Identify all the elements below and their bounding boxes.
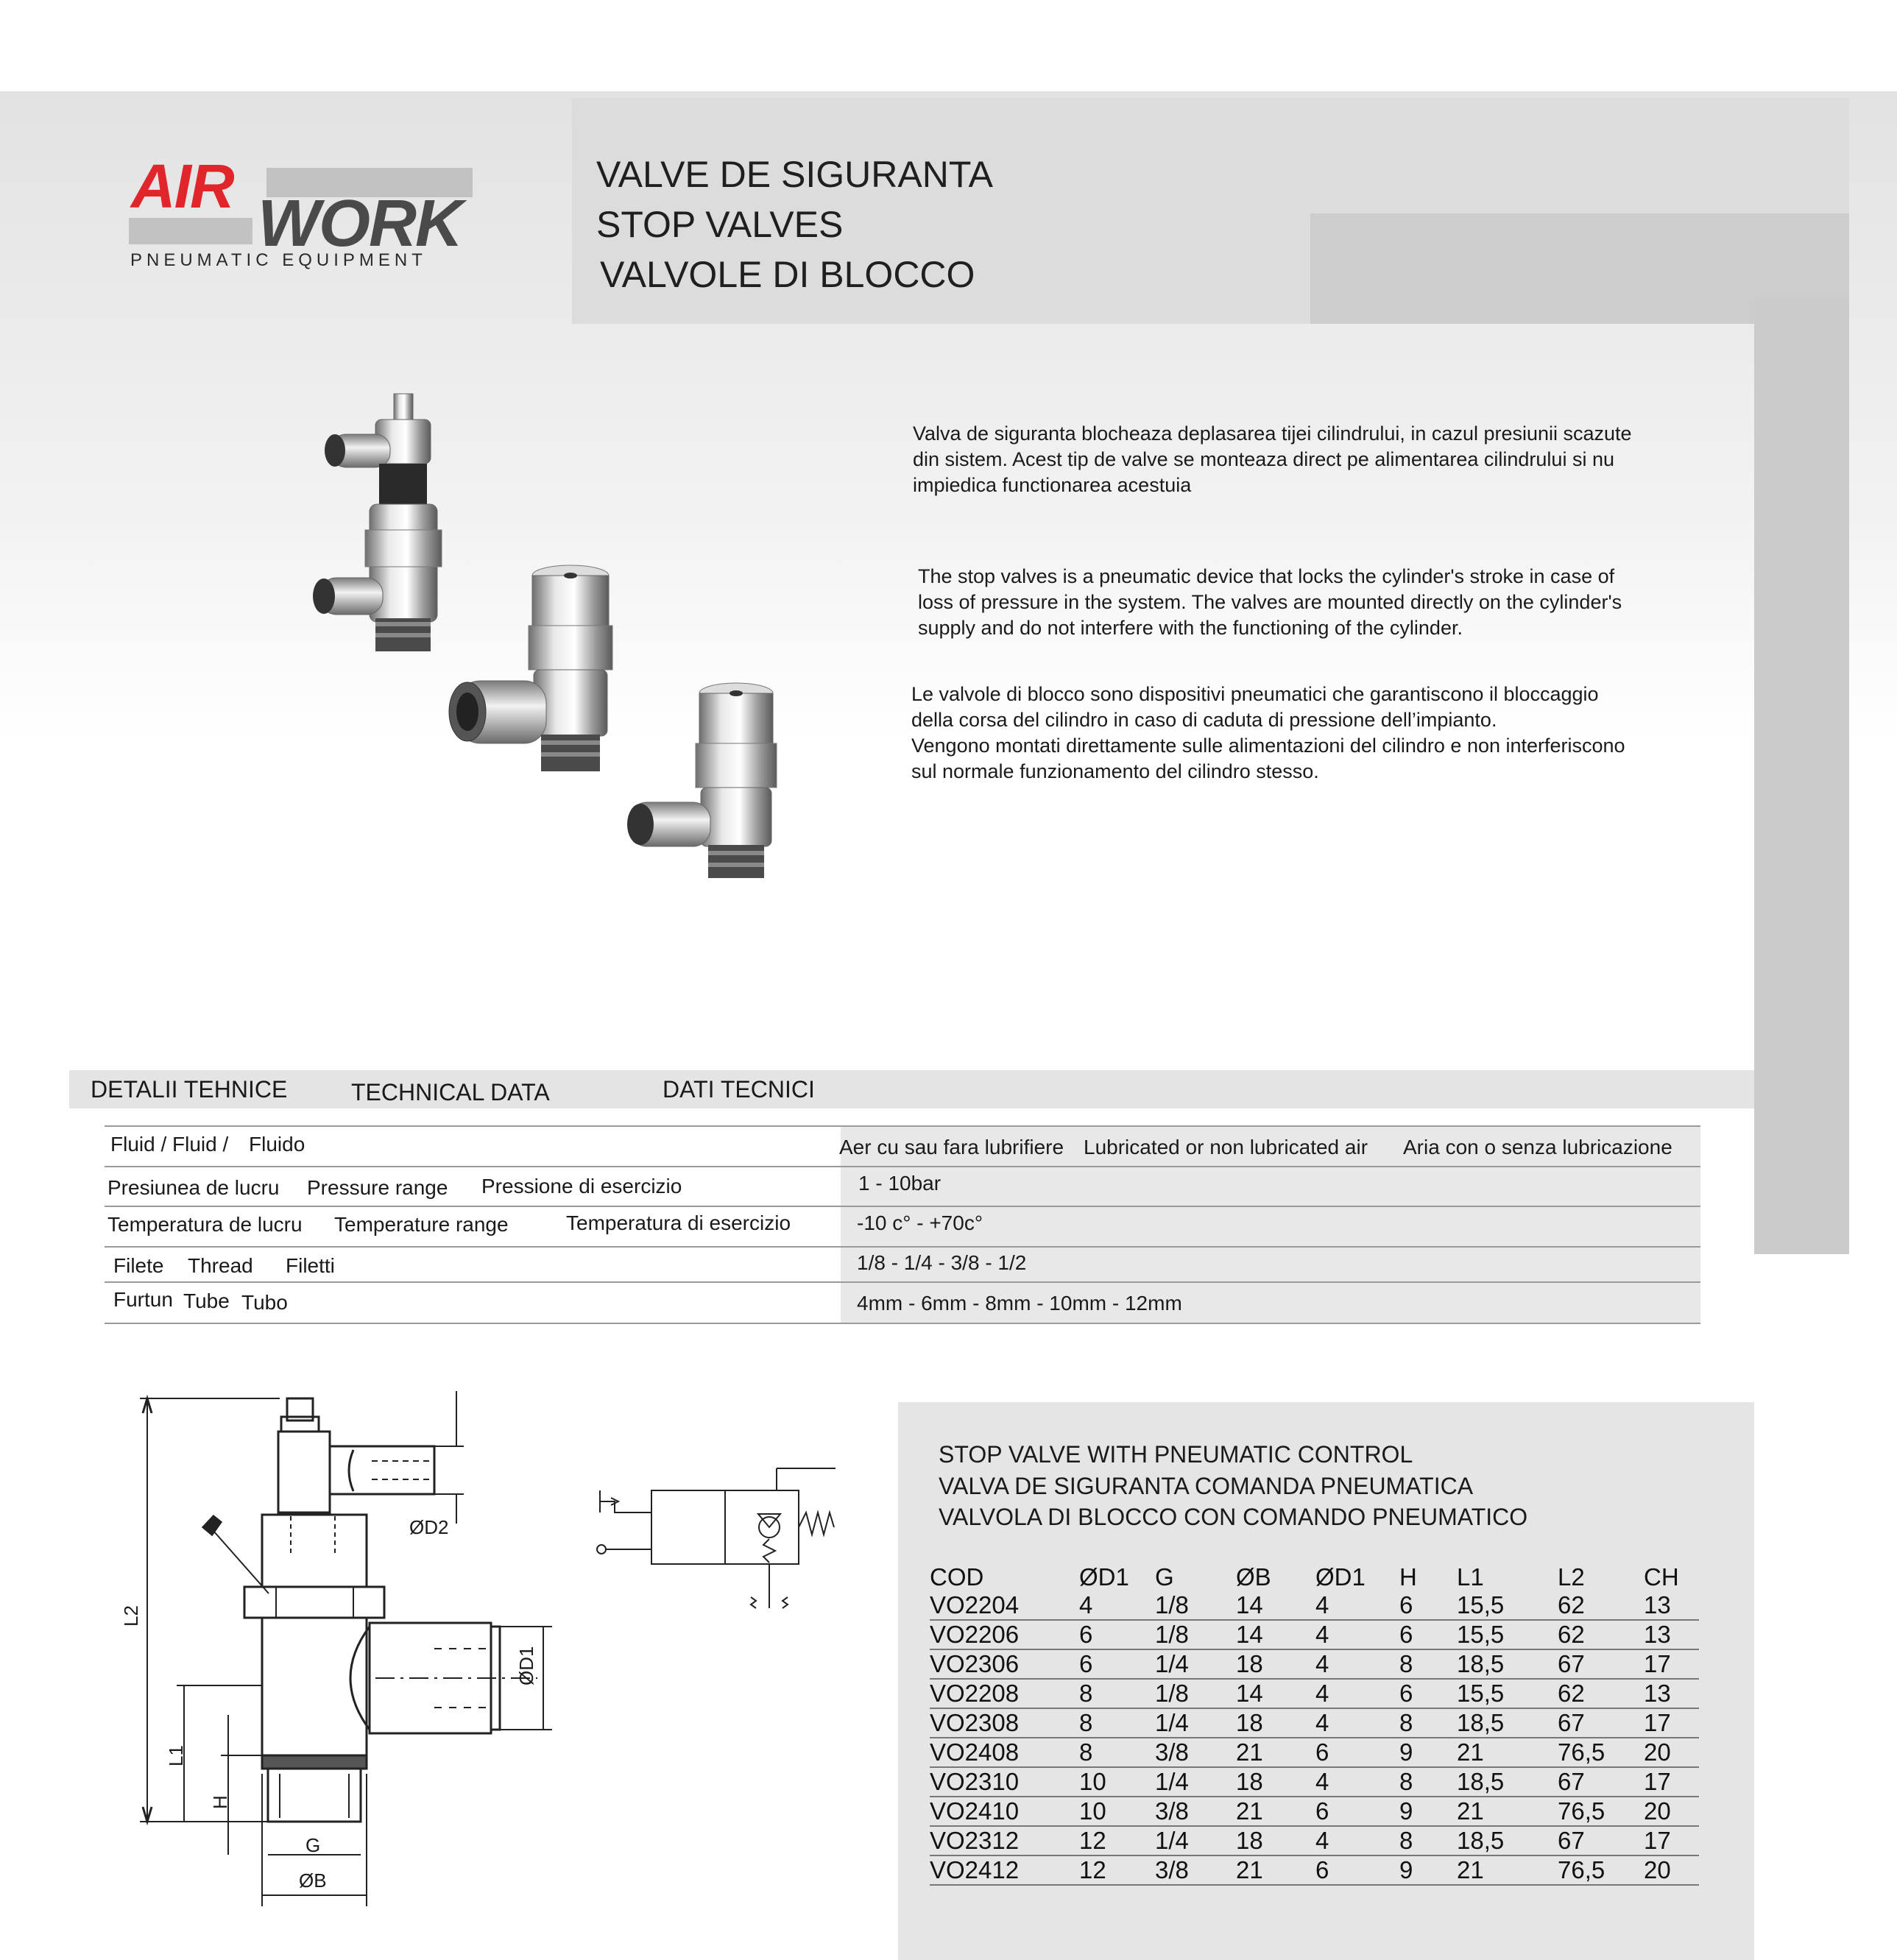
table-cell: 12 <box>1079 1826 1155 1855</box>
description-line: Valva de siguranta blocheaza deplasarea tijei cilindrului, in cazul presiunii scazute <box>913 422 1632 445</box>
table-cell: 18 <box>1236 1826 1315 1855</box>
table-cell: 13 <box>1644 1591 1699 1620</box>
code-table-title-romanian: VALVA DE SIGURANTA COMANDA PNEUMATICA <box>939 1473 1474 1499</box>
table-cell: VO2208 <box>930 1679 1079 1708</box>
dim-label-l1: L1 <box>165 1745 187 1766</box>
column-header: ØD1 <box>1315 1563 1366 1591</box>
tech-value: Aria con o senza lubricazione <box>1403 1136 1672 1158</box>
description-line: supply and do not interfere with the functioning of the cylinder. <box>918 617 1463 639</box>
table-cell: 14 <box>1236 1679 1315 1708</box>
table-cell: 6 <box>1079 1649 1155 1679</box>
table-cell: 4 <box>1315 1708 1399 1738</box>
title-english: STOP VALVES <box>596 204 844 245</box>
table-cell: 18,5 <box>1457 1649 1558 1679</box>
description-line: impiedica functionarea acestuia <box>913 474 1192 496</box>
product-photo <box>294 383 869 883</box>
tech-heading-italian: DATI TECNICI <box>663 1076 815 1103</box>
table-cell: 8 <box>1399 1826 1457 1855</box>
dim-label-b: ØB <box>299 1869 327 1892</box>
table-row <box>930 1797 1699 1826</box>
table-cell: 8 <box>1399 1649 1457 1679</box>
logo-work: WORK <box>258 187 462 261</box>
description-line: Le valvole di blocco sono dispositivi pneumatici che garantiscono il bloccaggio <box>911 683 1599 705</box>
table-cell: 1/4 <box>1155 1708 1236 1738</box>
tech-label: Pressione di esercizio <box>481 1175 682 1197</box>
tech-label: Pressure range <box>307 1176 448 1199</box>
table-cell: VO2408 <box>930 1738 1079 1767</box>
table-row <box>930 1855 1699 1885</box>
table-row <box>930 1708 1699 1738</box>
tech-label: Tubo <box>241 1291 288 1314</box>
table-cell: 6 <box>1399 1620 1457 1649</box>
pneumatic-symbol <box>593 1461 858 1623</box>
column-header: G <box>1155 1563 1174 1591</box>
tech-heading-english: TECHNICAL DATA <box>351 1079 550 1105</box>
dim-label-d2: ØD2 <box>409 1516 449 1538</box>
table-cell: 12 <box>1079 1855 1155 1885</box>
table-row <box>930 1767 1699 1797</box>
table-cell: 1/4 <box>1155 1767 1236 1797</box>
table-row <box>930 1649 1699 1679</box>
table-cell: 1/8 <box>1155 1679 1236 1708</box>
table-cell: 1/8 <box>1155 1591 1236 1620</box>
dim-label-d1: ØD1 <box>515 1646 537 1685</box>
table-cell: 21 <box>1457 1797 1558 1826</box>
table-cell: VO2410 <box>930 1797 1079 1826</box>
table-row <box>930 1826 1699 1855</box>
description-line: della corsa del cilindro in caso di caduta di pressione dell’impianto. <box>911 709 1497 731</box>
table-cell: 4 <box>1315 1649 1399 1679</box>
table-cell: 8 <box>1079 1708 1155 1738</box>
table-cell: 8 <box>1079 1679 1155 1708</box>
tech-row-temperature <box>105 1207 1700 1248</box>
table-row <box>930 1679 1699 1708</box>
code-table-body <box>930 1591 1699 1885</box>
tech-label: Tube <box>183 1289 230 1312</box>
column-header: L1 <box>1457 1563 1484 1591</box>
table-cell: VO2312 <box>930 1826 1079 1855</box>
table-cell: 4 <box>1315 1767 1399 1797</box>
title-italian: VALVOLE DI BLOCCO <box>600 254 975 295</box>
table-cell: 20 <box>1644 1855 1699 1885</box>
tech-label: Presiunea de lucru <box>107 1176 280 1199</box>
table-cell: 4 <box>1315 1826 1399 1855</box>
table-cell: 8 <box>1399 1767 1457 1797</box>
dim-label-l2: L2 <box>120 1605 142 1627</box>
table-cell: 15,5 <box>1457 1591 1558 1620</box>
description-italian <box>911 682 1706 785</box>
valve-photo-1 <box>313 394 442 651</box>
table-cell: 15,5 <box>1457 1679 1558 1708</box>
table-cell: 21 <box>1236 1797 1315 1826</box>
technical-data-band <box>69 1070 1754 1108</box>
tech-row-fluid <box>105 1127 1700 1167</box>
table-cell: 18,5 <box>1457 1708 1558 1738</box>
table-cell: 14 <box>1236 1620 1315 1649</box>
table-cell: 3/8 <box>1155 1738 1236 1767</box>
table-cell: 10 <box>1079 1767 1155 1797</box>
table-cell: 18 <box>1236 1708 1315 1738</box>
valve-photo-3 <box>627 683 777 878</box>
table-cell: 8 <box>1079 1738 1155 1767</box>
dimension-drawing <box>110 1384 582 1914</box>
column-header: L2 <box>1558 1563 1585 1591</box>
code-table-title-italian: VALVOLA DI BLOCCO CON COMANDO PNEUMATICO <box>939 1504 1528 1530</box>
tech-label: Furtun <box>113 1288 173 1311</box>
table-cell: 1/4 <box>1155 1649 1236 1679</box>
tech-label: Filetti <box>286 1254 335 1277</box>
table-cell: 4 <box>1315 1679 1399 1708</box>
table-cell: 9 <box>1399 1797 1457 1826</box>
tech-value: Aer cu sau fara lubrifiere <box>839 1136 1064 1158</box>
table-cell: VO2412 <box>930 1855 1079 1885</box>
table-cell: 20 <box>1644 1797 1699 1826</box>
table-cell: 10 <box>1079 1797 1155 1826</box>
table-cell: 18,5 <box>1457 1826 1558 1855</box>
table-row <box>930 1620 1699 1649</box>
description-romanian <box>913 421 1708 498</box>
tech-value: 1/8 - 1/4 - 3/8 - 1/2 <box>857 1251 1027 1274</box>
description-english <box>918 564 1713 641</box>
table-cell: 15,5 <box>1457 1620 1558 1649</box>
table-cell: 1/8 <box>1155 1620 1236 1649</box>
table-cell: VO2310 <box>930 1767 1079 1797</box>
dim-label-h: H <box>209 1795 231 1809</box>
table-cell: 21 <box>1457 1738 1558 1767</box>
column-header: H <box>1399 1563 1417 1591</box>
table-cell: 21 <box>1236 1738 1315 1767</box>
table-cell: VO2204 <box>930 1591 1079 1620</box>
table-cell: 76,5 <box>1558 1738 1644 1767</box>
column-header: ØD1 <box>1079 1563 1129 1591</box>
code-table <box>930 1563 1699 1886</box>
tech-value: 4mm - 6mm - 8mm - 10mm - 12mm <box>857 1292 1182 1315</box>
description-line: sul normale funzionamento del cilindro stesso. <box>911 760 1319 782</box>
table-cell: 17 <box>1644 1826 1699 1855</box>
tech-value-background <box>841 1167 1700 1206</box>
tech-row-thread <box>105 1248 1700 1283</box>
table-cell: 67 <box>1558 1767 1644 1797</box>
description-line: Vengono montati direttamente sulle alimentazioni del cilindro e non interferiscono <box>911 735 1625 757</box>
table-cell: 67 <box>1558 1649 1644 1679</box>
table-cell: 13 <box>1644 1620 1699 1649</box>
table-cell: 67 <box>1558 1708 1644 1738</box>
table-cell: 1/4 <box>1155 1826 1236 1855</box>
table-cell: VO2308 <box>930 1708 1079 1738</box>
table-cell: 18 <box>1236 1649 1315 1679</box>
tech-label: Fluido <box>249 1133 305 1156</box>
tech-label: Fluid / Fluid / <box>110 1133 229 1156</box>
table-cell: VO2206 <box>930 1620 1079 1649</box>
code-table-header <box>930 1563 1699 1591</box>
table-cell: 3/8 <box>1155 1797 1236 1826</box>
table-cell: 8 <box>1399 1708 1457 1738</box>
table-cell: 6 <box>1315 1855 1399 1885</box>
tech-label: Filete <box>113 1254 164 1277</box>
table-cell: 62 <box>1558 1679 1644 1708</box>
tech-label: Thread <box>188 1254 253 1277</box>
logo-air: AIR <box>131 152 233 221</box>
table-cell: 4 <box>1315 1591 1399 1620</box>
table-cell: 62 <box>1558 1591 1644 1620</box>
code-table-title-english: STOP VALVE WITH PNEUMATIC CONTROL <box>939 1441 1413 1468</box>
table-cell: 6 <box>1079 1620 1155 1649</box>
table-cell: 18 <box>1236 1767 1315 1797</box>
table-cell: 14 <box>1236 1591 1315 1620</box>
table-cell: 21 <box>1457 1855 1558 1885</box>
title-romanian: VALVE DE SIGURANTA <box>596 154 994 195</box>
logo-tagline: PNEUMATIC EQUIPMENT <box>130 250 427 270</box>
tech-label: Temperature range <box>334 1213 509 1236</box>
tech-heading-romanian: DETALII TEHNICE <box>91 1076 288 1103</box>
table-cell: 20 <box>1644 1738 1699 1767</box>
table-cell: 9 <box>1399 1738 1457 1767</box>
table-cell: 21 <box>1236 1855 1315 1885</box>
table-cell: 13 <box>1644 1679 1699 1708</box>
column-header: COD <box>930 1563 984 1591</box>
table-cell: 67 <box>1558 1826 1644 1855</box>
table-cell: VO2306 <box>930 1649 1079 1679</box>
table-cell: 17 <box>1644 1649 1699 1679</box>
column-header: ØB <box>1236 1563 1271 1591</box>
table-row <box>930 1738 1699 1767</box>
right-decor-bar <box>1754 297 1849 1254</box>
table-cell: 6 <box>1399 1679 1457 1708</box>
description-line: The stop valves is a pneumatic device that locks the cylinder's stroke in case of <box>918 565 1615 587</box>
table-cell: 4 <box>1315 1620 1399 1649</box>
table-row <box>930 1591 1699 1620</box>
table-cell: 6 <box>1399 1591 1457 1620</box>
table-cell: 6 <box>1315 1797 1399 1826</box>
table-cell: 18,5 <box>1457 1767 1558 1797</box>
tech-row-pressure <box>105 1167 1700 1207</box>
tech-row-tube <box>105 1283 1700 1324</box>
valve-photo-2 <box>449 565 612 771</box>
tech-label: Temperatura di esercizio <box>566 1211 791 1234</box>
table-cell: 76,5 <box>1558 1855 1644 1885</box>
table-cell: 9 <box>1399 1855 1457 1885</box>
tech-value: -10 c° - +70c° <box>857 1211 983 1234</box>
column-header: CH <box>1644 1563 1679 1591</box>
table-cell: 3/8 <box>1155 1855 1236 1885</box>
tech-value: 1 - 10bar <box>858 1172 942 1195</box>
table-cell: 17 <box>1644 1767 1699 1797</box>
tech-value: Lubricated or non lubricated air <box>1084 1136 1368 1158</box>
dim-label-g: G <box>305 1834 321 1856</box>
table-cell: 6 <box>1315 1738 1399 1767</box>
description-line: din sistem. Acest tip de valve se monteaza direct pe alimentarea cilindrului si nu <box>913 448 1614 470</box>
description-line: loss of pressure in the system. The valves are mounted directly on the cylinder's <box>918 591 1622 613</box>
table-cell: 4 <box>1079 1591 1155 1620</box>
table-cell: 17 <box>1644 1708 1699 1738</box>
tech-label: Temperatura de lucru <box>107 1213 303 1236</box>
table-cell: 62 <box>1558 1620 1644 1649</box>
table-cell: 76,5 <box>1558 1797 1644 1826</box>
